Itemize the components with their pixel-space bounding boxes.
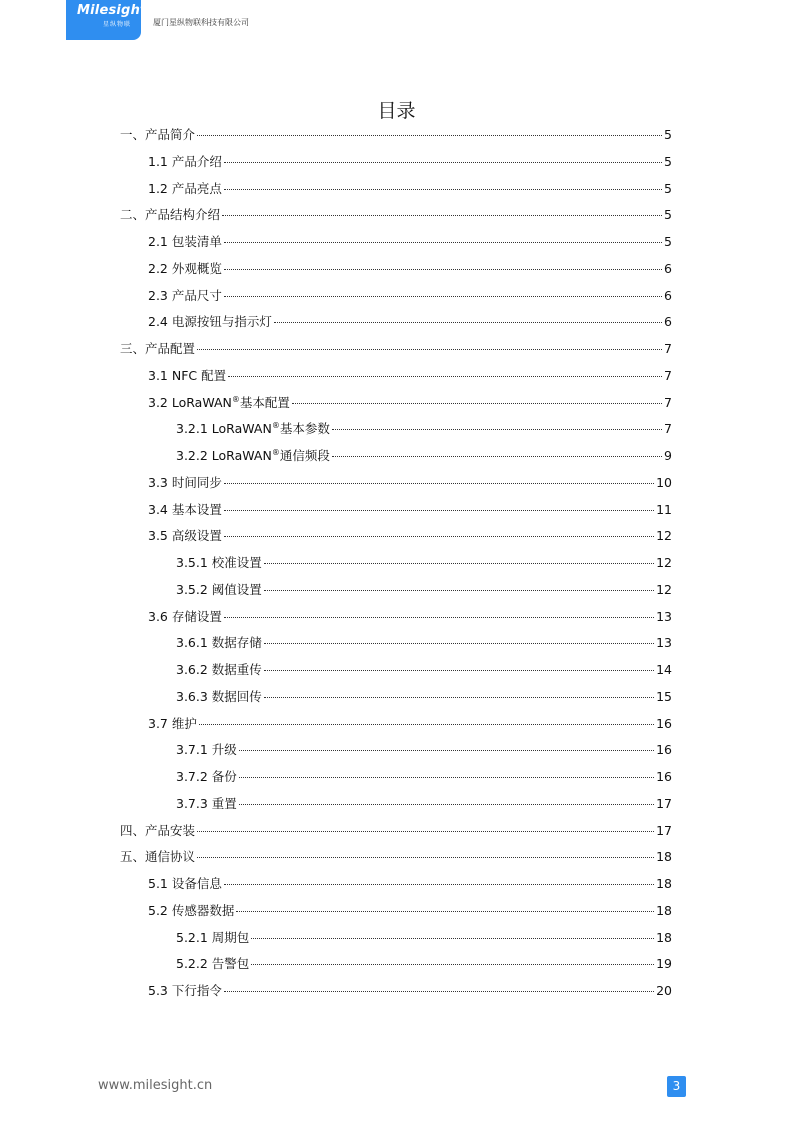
toc-page-number: 12: [656, 528, 672, 544]
company-name: 厦门星纵物联科技有限公司: [153, 18, 249, 27]
logo-subtext: 星纵物联: [103, 21, 132, 28]
toc-entry[interactable]: [120, 205, 672, 225]
toc-page-number: 19: [656, 956, 672, 972]
toc-page-number: 18: [656, 849, 672, 865]
toc-entry-label: 3.6.3 数据回传: [176, 688, 262, 704]
toc-entry[interactable]: [148, 901, 672, 921]
toc-entry[interactable]: [148, 232, 672, 252]
toc-page-number: 6: [664, 260, 672, 276]
toc-entry[interactable]: [148, 981, 672, 1001]
toc-page-number: 5: [664, 127, 672, 142]
toc-page-number: 6: [664, 287, 672, 303]
toc-entry-label: 3.7.1 升级: [176, 742, 237, 758]
toc-entry[interactable]: [148, 179, 672, 199]
toc-entry[interactable]: [176, 446, 672, 466]
toc-page-number: 16: [656, 715, 672, 731]
toc-dot-leader: [199, 724, 654, 725]
toc-page-number: 5: [664, 207, 672, 223]
toc-page-number: 5: [664, 234, 672, 249]
toc-entry[interactable]: [120, 125, 672, 145]
toc-page-number: 16: [656, 742, 672, 758]
company-logo: [66, 0, 147, 40]
toc-entry-label: 3.6 存储设置: [148, 608, 222, 624]
toc-entry[interactable]: [148, 366, 672, 386]
toc-entry-label: 3.5.2 阈值设置: [176, 581, 262, 597]
toc-entry-label: 二、产品结构介绍: [120, 207, 221, 223]
toc-entry-label: 3.1 NFC 配置: [148, 367, 227, 383]
toc-entry-label: 1.1 产品介绍: [148, 153, 222, 169]
toc-entry[interactable]: [176, 794, 672, 814]
toc-dot-leader: [224, 162, 662, 163]
toc-entry[interactable]: [176, 633, 672, 653]
toc-entry-label: 2.2 外观概览: [148, 260, 222, 276]
toc-entry[interactable]: [148, 393, 672, 413]
toc-entry[interactable]: [148, 259, 672, 279]
toc-page-number: 7: [664, 367, 672, 383]
toc-entry[interactable]: [176, 553, 672, 573]
toc-entry[interactable]: [176, 954, 672, 974]
toc-entry-label: 3.7.2 备份: [176, 769, 237, 784]
toc-dot-leader: [264, 670, 654, 671]
page-number-badge: 3: [667, 1076, 686, 1097]
toc-page-number: 18: [656, 902, 672, 918]
toc-entry[interactable]: [148, 607, 672, 627]
toc-dot-leader: [332, 429, 662, 430]
toc-dot-leader: [264, 590, 654, 591]
toc-page-number: 13: [656, 608, 672, 624]
logo-text: Milesight: [77, 3, 147, 18]
toc-dot-leader: [292, 403, 662, 404]
toc-page-number: 17: [656, 795, 672, 811]
toc-dot-leader: [224, 189, 662, 190]
toc-entry-label: 四、产品安装: [120, 822, 196, 838]
toc-dot-leader: [224, 483, 654, 484]
toc-entry[interactable]: [176, 687, 672, 707]
toc-page-number: 11: [656, 501, 672, 517]
toc-entry-label: 一、产品简介: [120, 127, 196, 142]
toc-entry[interactable]: [120, 821, 672, 841]
toc-page-number: 10: [656, 474, 672, 490]
toc-entry[interactable]: [148, 526, 672, 546]
toc-dot-leader: [251, 938, 654, 939]
toc-entry-label: 3.2.2 LoRaWAN®通信频段: [176, 448, 330, 463]
toc-dot-leader: [264, 643, 654, 644]
toc-entry-label: 2.3 产品尺寸: [148, 287, 222, 303]
toc-dot-leader: [251, 964, 654, 965]
toc-dot-leader: [264, 697, 654, 698]
toc-entry-label: 3.7 维护: [148, 715, 197, 731]
toc-entry-label: 5.1 设备信息: [148, 876, 222, 891]
toc-dot-leader: [224, 242, 662, 243]
toc-page-number: 20: [656, 983, 672, 998]
toc-dot-leader: [222, 215, 662, 216]
toc-entry-label: 3.2 LoRaWAN®基本配置: [148, 394, 290, 410]
toc-page-number: 17: [656, 822, 672, 838]
toc-dot-leader: [224, 510, 654, 511]
toc-page-number: 5: [664, 153, 672, 169]
toc-entry-label: 3.3 时间同步: [148, 474, 222, 490]
toc-entry-label: 3.6.1 数据存储: [176, 635, 262, 651]
toc-entry-label: 5.3 下行指令: [148, 983, 222, 998]
toc-page-number: 7: [664, 394, 672, 410]
toc-dot-leader: [224, 296, 662, 297]
toc-entry[interactable]: [148, 714, 672, 734]
toc-entry[interactable]: [148, 874, 672, 894]
toc-entry[interactable]: [176, 580, 672, 600]
toc-entry-label: 2.1 包装清单: [148, 234, 222, 249]
toc-page-number: 13: [656, 635, 672, 651]
toc-entry-label: 5.2.2 告警包: [176, 956, 250, 972]
toc-dot-leader: [224, 536, 654, 537]
toc-entry-label: 5.2 传感器数据: [148, 902, 235, 918]
toc-entry-label: 3.6.2 数据重传: [176, 662, 262, 677]
toc-entry-label: 2.4 电源按钮与指示灯: [148, 314, 272, 330]
toc-entry-label: 3.5.1 校准设置: [176, 555, 262, 570]
toc-page-number: 5: [664, 180, 672, 196]
toc-dot-leader: [197, 349, 662, 350]
toc-entry[interactable]: [176, 767, 672, 787]
toc-dot-leader: [332, 456, 662, 457]
toc-dot-leader: [197, 831, 654, 832]
toc-page-number: 12: [656, 555, 672, 570]
registered-mark: ®: [271, 421, 280, 431]
registered-mark: ®: [271, 448, 280, 457]
page-title: 目录: [377, 100, 416, 122]
toc-entry[interactable]: [176, 660, 672, 680]
toc-entry[interactable]: [148, 152, 672, 172]
toc-entry-label: 3.7.3 重置: [176, 795, 237, 811]
toc-entry-label: 5.2.1 周期包: [176, 929, 250, 945]
toc-page-number: 18: [656, 929, 672, 945]
toc-page-number: 14: [656, 662, 672, 677]
toc-entry-label: 3.5 高级设置: [148, 528, 222, 544]
toc-page-number: 9: [664, 448, 672, 463]
toc-entry[interactable]: [148, 500, 672, 520]
toc-dot-leader: [228, 376, 662, 377]
toc-entry[interactable]: [148, 312, 672, 332]
toc-entry[interactable]: [148, 473, 672, 493]
toc-dot-leader: [197, 135, 662, 136]
toc-dot-leader: [236, 911, 654, 912]
toc-entry[interactable]: [176, 928, 672, 948]
toc-entry[interactable]: [120, 847, 672, 867]
toc-entry-label: 1.2 产品亮点: [148, 180, 222, 196]
toc-page-number: 15: [656, 688, 672, 704]
toc-dot-leader: [239, 777, 654, 778]
toc-entry-label: 3.4 基本设置: [148, 501, 222, 517]
toc-entry-label: 3.2.1 LoRaWAN®基本参数: [176, 421, 330, 437]
toc-page-number: 16: [656, 769, 672, 784]
toc-dot-leader: [224, 269, 662, 270]
toc-dot-leader: [197, 857, 654, 858]
toc-page-number: 7: [664, 341, 672, 356]
toc-dot-leader: [224, 884, 654, 885]
toc-entry[interactable]: [176, 419, 672, 439]
toc-entry[interactable]: [176, 740, 672, 760]
toc-entry[interactable]: [148, 286, 672, 306]
toc-page-number: 6: [664, 314, 672, 330]
toc-page-number: 7: [664, 421, 672, 437]
toc-page-number: 12: [656, 581, 672, 597]
toc-entry-label: 五、通信协议: [120, 849, 196, 865]
registered-mark: ®: [231, 394, 240, 404]
toc-dot-leader: [239, 804, 654, 805]
toc-dot-leader: [239, 750, 654, 751]
toc-dot-leader: [224, 991, 654, 992]
toc-entry[interactable]: [120, 339, 672, 359]
toc-dot-leader: [274, 322, 662, 323]
toc-dot-leader: [264, 563, 654, 564]
toc-entry-label: 三、产品配置: [120, 341, 196, 356]
footer-url[interactable]: www.milesight.cn: [98, 1078, 213, 1093]
toc-dot-leader: [224, 617, 654, 618]
toc-page-number: 18: [656, 876, 672, 891]
